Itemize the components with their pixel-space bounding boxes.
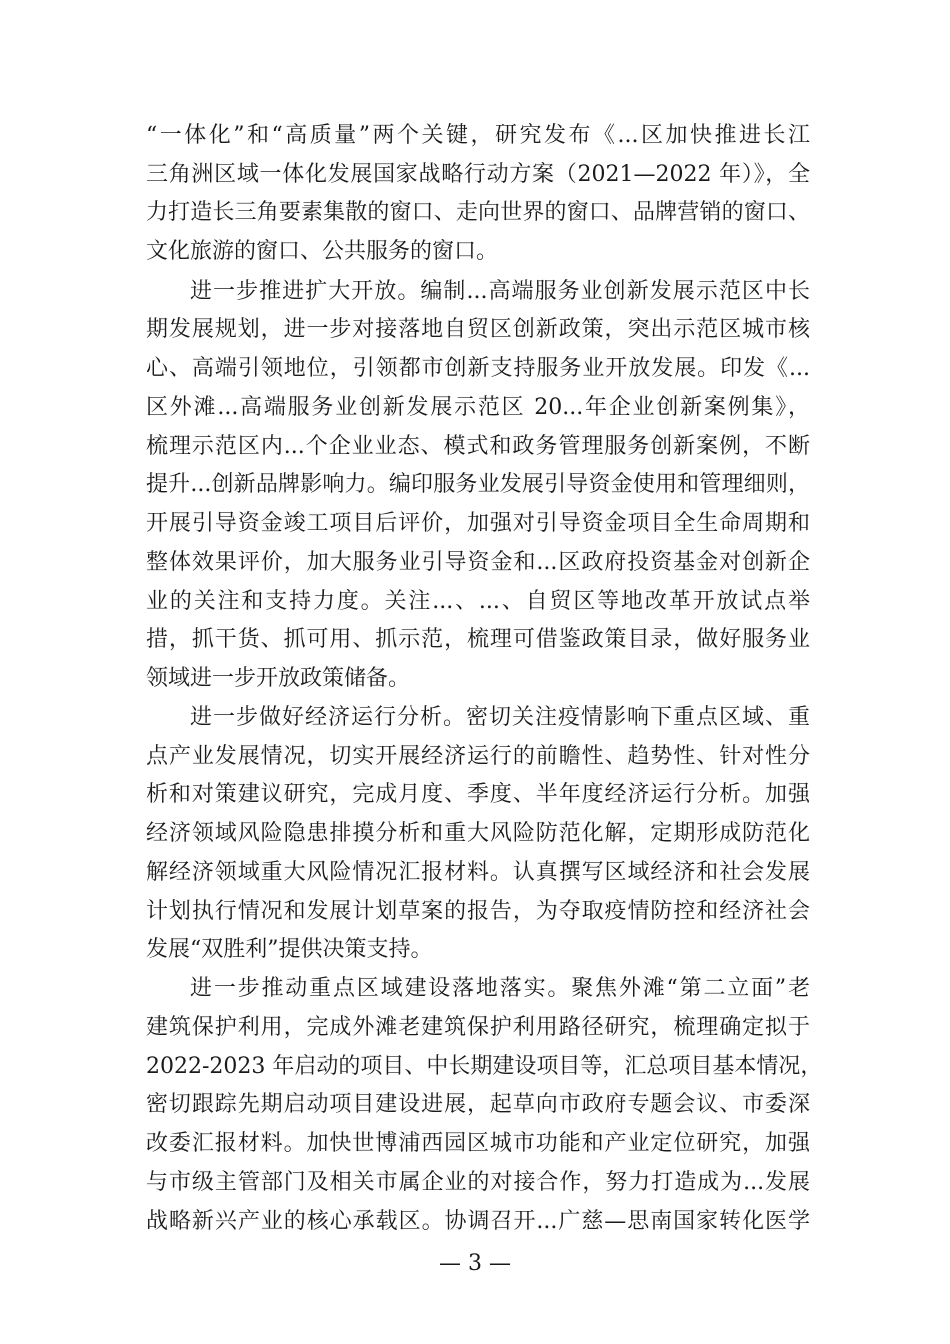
text-line: 区外滩...高端服务业创新发展示范区 20...年企业创新案例集》， bbox=[146, 395, 810, 420]
text-line: 力打造长三角要素集散的窗口、走向世界的窗口、品牌营销的窗口、 bbox=[146, 200, 810, 225]
text-line: 密切跟踪先期启动项目建设进展，起草向市政府专题会议、市委深 bbox=[146, 1092, 810, 1117]
paragraph-first-line: 进一步推动重点区域建设落地落实。聚焦外滩“第二立面”老 bbox=[190, 976, 810, 1001]
text-line: 经济领域风险隐患排摸分析和重大风险防范化解，定期形成防范化 bbox=[146, 821, 810, 846]
text-line: 点产业发展情况，切实开展经济运行的前瞻性、趋势性、针对性分 bbox=[146, 744, 810, 769]
text-line: 文化旅游的窗口、公共服务的窗口。 bbox=[146, 239, 499, 264]
text-line: 心、高端引领地位，引领都市创新支持服务业开放发展。印发《... bbox=[146, 356, 810, 381]
text-line: 解经济领域重大风险情况汇报材料。认真撰写区域经济和社会发展 bbox=[146, 860, 810, 885]
text-line: 战略新兴产业的核心承载区。协调召开...广慈—思南国家转化医学 bbox=[146, 1209, 810, 1234]
text-line: 2022-2023 年启动的项目、中长期建设项目等，汇总项目基本情况， bbox=[146, 1054, 823, 1079]
page-number: — 3 — bbox=[439, 1251, 511, 1276]
text-line: 三角洲区域一体化发展国家战略行动方案（2021—2022 年）》，全 bbox=[146, 162, 810, 187]
text-line: 措，抓干货、抓可用、抓示范，梳理可借鉴政策目录，做好服务业 bbox=[146, 627, 810, 652]
text-line: 建筑保护利用，完成外滩老建筑保护利用路径研究，梳理确定拟于 bbox=[146, 1015, 810, 1040]
text-line: 提升...创新品牌影响力。编印服务业发展引导资金使用和管理细则， bbox=[146, 472, 810, 497]
text-line: 整体效果评价，加大服务业引导资金和...区政府投资基金对创新企 bbox=[146, 550, 810, 575]
text-line: 业的关注和支持力度。关注...、...、自贸区等地改革开放试点举 bbox=[146, 589, 810, 614]
text-line: 梳理示范区内...个企业业态、模式和政务管理服务创新案例，不断 bbox=[146, 434, 810, 459]
text-line: 改委汇报材料。加快世博浦西园区城市功能和产业定位研究，加强 bbox=[146, 1131, 810, 1156]
text-line: 与市级主管部门及相关市属企业的对接合作，努力打造成为...发展 bbox=[146, 1170, 810, 1195]
text-line: 开展引导资金竣工项目后评价，加强对引导资金项目全生命周期和 bbox=[146, 511, 810, 536]
text-line: “一体化”和“高质量”两个关键，研究发布《...区加快推进长江 bbox=[146, 123, 810, 148]
text-line: 发展“双胜利”提供决策支持。 bbox=[146, 937, 433, 962]
text-line: 析和对策建议研究，完成月度、季度、半年度经济运行分析。加强 bbox=[146, 782, 810, 807]
paragraph-first-line: 进一步做好经济运行分析。密切关注疫情影响下重点区域、重 bbox=[190, 705, 810, 730]
text-line: 领域进一步开放政策储备。 bbox=[146, 666, 411, 691]
text-line: 计划执行情况和发展计划草案的报告，为夺取疫情防控和经济社会 bbox=[146, 899, 810, 924]
text-line: 期发展规划，进一步对接落地自贸区创新政策，突出示范区城市核 bbox=[146, 317, 810, 342]
paragraph-first-line: 进一步推进扩大开放。编制...高端服务业创新发展示范区中长 bbox=[190, 279, 810, 304]
